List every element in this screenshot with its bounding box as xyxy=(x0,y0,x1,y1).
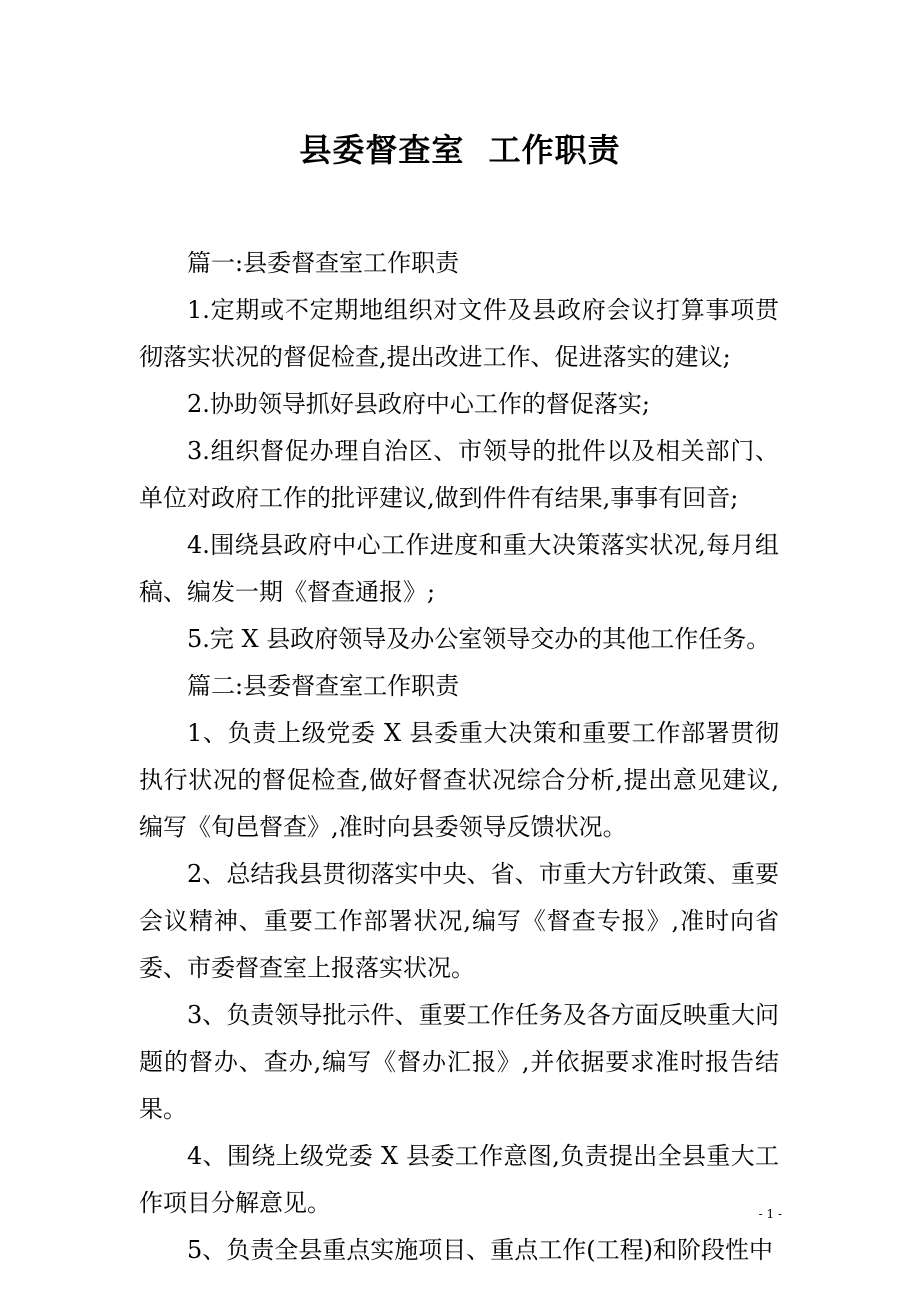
paragraph: 4、围绕上级党委 X 县委工作意图,负责提出全县重大工作项目分解意见。 xyxy=(139,1142,779,1217)
paragraph: 4.围绕县政府中心工作进度和重大决策落实状况,每月组稿、编发一期《督查通报》; xyxy=(139,531,779,606)
paragraph: 2.协助领导抓好县政府中心工作的督促落实; xyxy=(187,390,650,418)
paragraph: 5、负责全县重点实施项目、重点工作(工程)和阶段性中 xyxy=(187,1236,773,1264)
paragraph: 2、总结我县贯彻落实中央、省、市重大方针政策、重要会议精神、重要工作部署状况,编写《督查专报》,准时向省委、市委督查室上报落实状况。 xyxy=(139,860,779,982)
paragraph: 1.定期或不定期地组织对文件及县政府会议打算事项贯彻落实状况的督促检查,提出改进工作、促进落实的建议; xyxy=(139,296,779,371)
page-number: - 1 - xyxy=(758,1207,782,1221)
section-heading-1: 篇一:县委督查室工作职责 xyxy=(187,249,460,277)
document-title: 县委督查室 工作职责 xyxy=(299,131,621,169)
section-heading-2: 篇二:县委督查室工作职责 xyxy=(187,672,460,700)
paragraph: 5.完 X 县政府领导及办公室领导交办的其他工作任务。 xyxy=(187,625,771,653)
paragraph: 3、负责领导批示件、重要工作任务及各方面反映重大问题的督办、查办,编写《督办汇报》,并依据要求准时报告结果。 xyxy=(139,1001,779,1123)
paragraph: 1、负责上级党委 X 县委重大决策和重要工作部署贯彻执行状况的督促检查,做好督查状况综合分析,提出意见建议,编写《旬邑督查》,准时向县委领导反馈状况。 xyxy=(139,719,779,841)
paragraph: 3.组织督促办理自治区、市领导的批件以及相关部门、单位对政府工作的批评建议,做到件件有结果,事事有回音; xyxy=(139,437,779,512)
document-body xyxy=(139,240,779,1274)
